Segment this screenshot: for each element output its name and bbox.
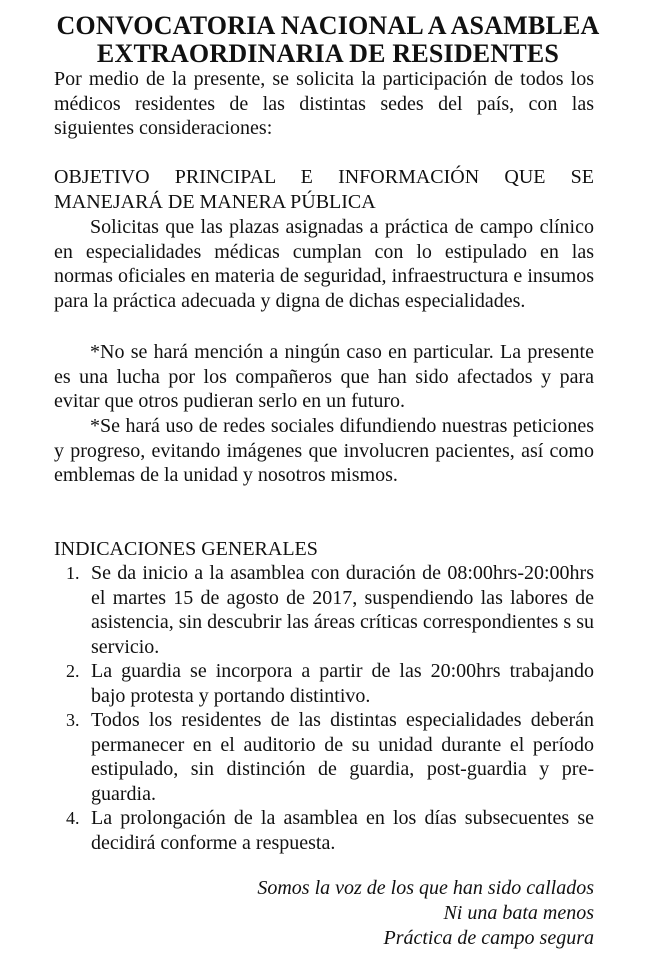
closing-slogan-line: Práctica de campo segura xyxy=(383,927,594,949)
section-heading-objective: OBJETIVO PRINCIPAL E INFORMACIÓN QUE SE MANEJARÁ DE MANERA PÚBLICA xyxy=(54,166,594,213)
list-item-text: Todos los residentes de las distintas especialidades deberán permanecer en el auditorio de su unidad durante el período estipulado, sin distinción de guardia, post-guardia y pre-guardia. xyxy=(91,709,594,805)
closing-slogan-line: Somos la voz de los que han sido callados xyxy=(257,877,594,899)
list-item xyxy=(66,659,594,708)
list-item-number: 3. xyxy=(66,710,80,730)
list-item-text: La guardia se incorpora a partir de las 20:00hrs trabajando bajo protesta y portando distintivo. xyxy=(91,660,594,707)
section-heading-general-indications: INDICACIONES GENERALES xyxy=(54,538,318,560)
objective-paragraph: Solicitas que las plazas asignadas a práctica de campo clínico en especialidades médicas cumplan con lo estipulado en las normas oficiales en materia de seguridad, infraestructura e insumos para la práctica adecuada y digna de dichas especialidades. xyxy=(54,216,594,312)
list-item-text: La prolongación de la asamblea en los días subsecuentes se decidirá conforme a respuesta. xyxy=(91,807,594,854)
note-paragraph-social-media: *Se hará uso de redes sociales difundiendo nuestras peticiones y progreso, evitando imágenes que involucren pacientes, así como emblemas de la unidad y nosotros mismos. xyxy=(54,415,594,486)
closing-slogan-line: Ni una bata menos xyxy=(443,902,594,924)
list-item-text: Se da inicio a la asamblea con duración de 08:00hrs-20:00hrs el martes 15 de agosto de 2017, suspendiendo las labores de asistencia, sin descubrir las áreas críticas correspondientes s su servicio. xyxy=(91,562,594,658)
closing-slogans xyxy=(257,876,594,951)
list-item-number: 2. xyxy=(66,661,80,681)
document-title-line-1: CONVOCATORIA NACIONAL A ASAMBLEA xyxy=(56,11,600,40)
list-item xyxy=(66,806,594,855)
list-item-number: 1. xyxy=(66,563,80,583)
note-paragraph-no-mention: *No se hará mención a ningún caso en particular. La presente es una lucha por los compañeros que han sido afectados y para evitar que otros pudieran serlo en un futuro. xyxy=(54,341,594,412)
list-item xyxy=(66,708,594,806)
intro-paragraph: Por medio de la presente, se solicita la participación de todos los médicos residentes de las distintas sedes del país, con las siguientes consideraciones: xyxy=(54,68,594,139)
list-item xyxy=(66,561,594,659)
general-indications-list xyxy=(66,561,594,855)
document-title-line-2: EXTRAORDINARIA DE RESIDENTES xyxy=(96,39,560,68)
list-item-number: 4. xyxy=(66,808,80,828)
